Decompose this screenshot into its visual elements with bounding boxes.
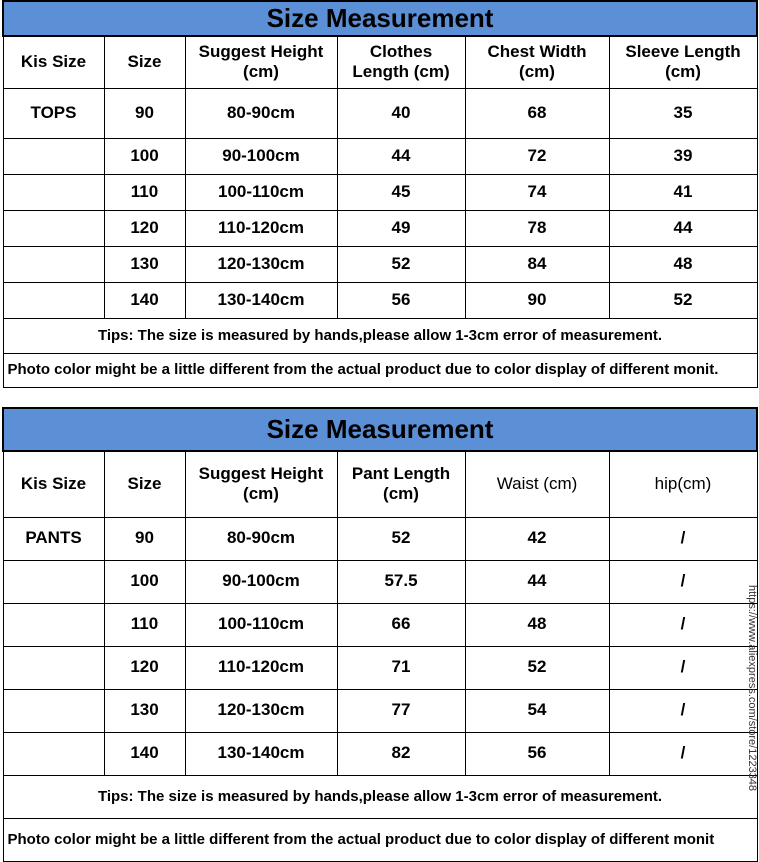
size-cell: 90 [104,517,185,560]
length-cell: 71 [337,646,465,689]
waist-cell: 52 [465,646,609,689]
table-row [3,174,757,210]
height-cell: 90-100cm [185,560,337,603]
header-size: Size [104,451,185,517]
hip-cell: / [609,560,757,603]
hip-cell: / [609,689,757,732]
table-row [3,560,757,603]
header-kis-size: Kis Size [3,36,104,88]
size-cell: 90 [104,88,185,138]
sleeve-cell: 39 [609,138,757,174]
height-cell: 80-90cm [185,88,337,138]
height-cell: 110-120cm [185,210,337,246]
chest-cell: 90 [465,282,609,318]
header-sleeve-length: Sleeve Length (cm) [609,36,757,88]
table-row [3,732,757,775]
category-label [3,646,104,689]
size-cell: 140 [104,732,185,775]
height-cell: 120-130cm [185,689,337,732]
height-cell: 80-90cm [185,517,337,560]
hip-cell: / [609,646,757,689]
table-row [3,646,757,689]
category-label [3,689,104,732]
size-cell: 100 [104,560,185,603]
table-row [3,138,757,174]
size-cell: 120 [104,646,185,689]
header-chest-width: Chest Width (cm) [465,36,609,88]
height-cell: 110-120cm [185,646,337,689]
table-row [3,517,757,560]
length-cell: 57.5 [337,560,465,603]
length-cell: 45 [337,174,465,210]
size-cell: 110 [104,603,185,646]
height-cell: 130-140cm [185,282,337,318]
waist-cell: 44 [465,560,609,603]
length-cell: 56 [337,282,465,318]
category-label [3,246,104,282]
header-size: Size [104,36,185,88]
header-suggest-height: Suggest Height (cm) [185,451,337,517]
category-label [3,138,104,174]
category-label [3,732,104,775]
pants-size-table [2,407,758,862]
waist-cell: 42 [465,517,609,560]
sleeve-cell: 48 [609,246,757,282]
tops-size-table [2,0,758,388]
height-cell: 90-100cm [185,138,337,174]
tops-color-note: Photo color might be a little different from the actual product due to color display of different monit. [3,353,757,387]
length-cell: 82 [337,732,465,775]
table-row [3,689,757,732]
table-row [3,210,757,246]
chest-cell: 68 [465,88,609,138]
sleeve-cell: 41 [609,174,757,210]
category-label [3,560,104,603]
waist-cell: 56 [465,732,609,775]
height-cell: 100-110cm [185,174,337,210]
pants-tips: Tips: The size is measured by hands,please allow 1-3cm error of measurement. [3,775,757,818]
pants-title: Size Measurement [3,408,757,451]
chest-cell: 84 [465,246,609,282]
header-kis-size: Kis Size [3,451,104,517]
size-cell: 110 [104,174,185,210]
size-cell: 140 [104,282,185,318]
header-suggest-height: Suggest Height (cm) [185,36,337,88]
header-waist: Waist (cm) [465,451,609,517]
waist-cell: 54 [465,689,609,732]
length-cell: 52 [337,246,465,282]
chest-cell: 78 [465,210,609,246]
hip-cell: / [609,603,757,646]
hip-cell: / [609,517,757,560]
waist-cell: 48 [465,603,609,646]
category-label [3,174,104,210]
sleeve-cell: 35 [609,88,757,138]
table-row [3,603,757,646]
sleeve-cell: 44 [609,210,757,246]
hip-cell: / [609,732,757,775]
table-row [3,246,757,282]
header-pant-length: Pant Length (cm) [337,451,465,517]
length-cell: 52 [337,517,465,560]
table-row [3,88,757,138]
chest-cell: 72 [465,138,609,174]
header-hip: hip(cm) [609,451,757,517]
height-cell: 120-130cm [185,246,337,282]
length-cell: 49 [337,210,465,246]
pants-color-note: Photo color might be a little different from the actual product due to color display of different monit [3,818,757,861]
chest-cell: 74 [465,174,609,210]
sleeve-cell: 52 [609,282,757,318]
size-cell: 130 [104,246,185,282]
category-label: PANTS [3,517,104,560]
table-row [3,282,757,318]
category-label [3,282,104,318]
pants-header-row [3,451,757,517]
size-cell: 100 [104,138,185,174]
length-cell: 44 [337,138,465,174]
tops-tips: Tips: The size is measured by hands,please allow 1-3cm error of measurement. [3,318,757,353]
tops-header-row [3,36,757,88]
category-label [3,210,104,246]
length-cell: 40 [337,88,465,138]
size-cell: 130 [104,689,185,732]
tops-title: Size Measurement [3,1,757,36]
height-cell: 130-140cm [185,732,337,775]
size-cell: 120 [104,210,185,246]
length-cell: 77 [337,689,465,732]
store-url-watermark: https://www.aliexpress.com/store/1223348 [746,585,758,792]
category-label [3,603,104,646]
height-cell: 100-110cm [185,603,337,646]
category-label: TOPS [3,88,104,138]
header-clothes-length: Clothes Length (cm) [337,36,465,88]
length-cell: 66 [337,603,465,646]
